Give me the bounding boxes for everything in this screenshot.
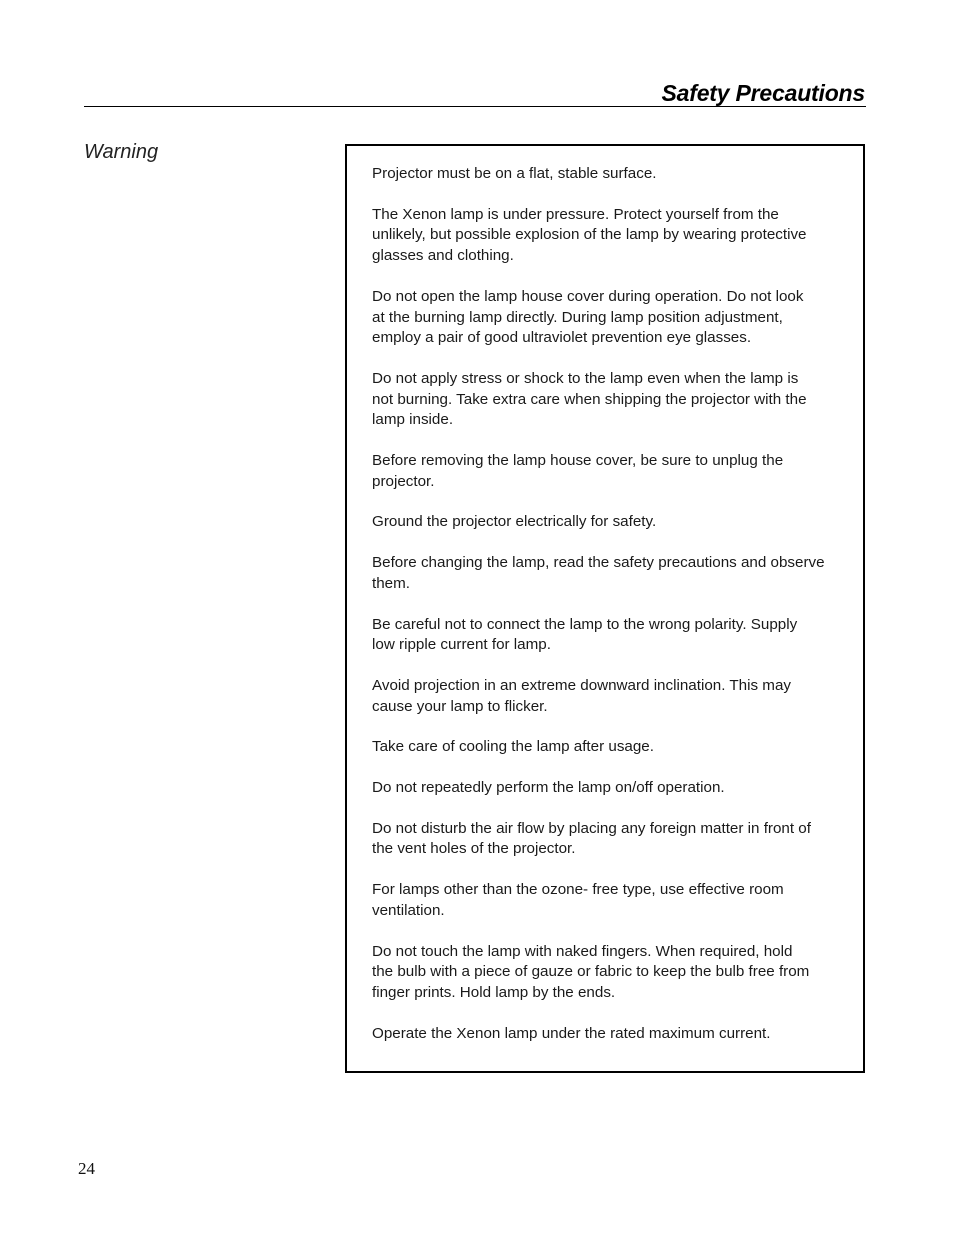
warning-item: Do not touch the lamp with naked fingers. When required, hold the bulb with a piece of gauze or fabric to keep the bulb free from finger prints. Hold lamp by the ends. <box>372 942 810 1001</box>
section-label-warning: Warning <box>84 141 159 163</box>
warning-box <box>345 144 865 1073</box>
warning-item: Before changing the lamp, read the safety precautions and observe them. <box>372 554 825 592</box>
warning-item: Operate the Xenon lamp under the rated maximum current. <box>372 1024 771 1042</box>
warning-item: For lamps other than the ozone- free type, use effective room ventilation. <box>372 881 784 919</box>
warning-item: The Xenon lamp is under pressure. Protect yourself from the unlikely, but possible explosion of the lamp by wearing protective glasses and clothing. <box>372 205 807 265</box>
warning-item: Do not disturb the air flow by placing any foreign matter in front of the vent holes of the projector. <box>372 819 811 858</box>
warning-item: Do not repeatedly perform the lamp on/off operation. <box>372 779 725 797</box>
page-title: Safety Precautions <box>661 80 865 106</box>
header-rule <box>84 106 866 107</box>
warning-item: Do not apply stress or shock to the lamp even when the lamp is not burning. Take extra care when shipping the projector with the lamp inside. <box>372 369 807 429</box>
warning-item: Ground the projector electrically for safety. <box>372 513 657 531</box>
warning-item: Do not open the lamp house cover during operation. Do not look at the burning lamp directly. During lamp position adjustment, employ a pair of good ultraviolet prevention eye glasses. <box>372 287 804 347</box>
warning-item: Before removing the lamp house cover, be sure to unplug the projector. <box>372 452 784 490</box>
page-number: 24 <box>78 1159 95 1178</box>
warning-item: Take care of cooling the lamp after usage. <box>372 738 654 756</box>
warning-item: Avoid projection in an extreme downward inclination. This may cause your lamp to flicker. <box>372 676 791 715</box>
warning-item: Projector must be on a flat, stable surface. <box>372 165 657 182</box>
warning-item: Be careful not to connect the lamp to the wrong polarity. Supply low ripple current for lamp. <box>372 615 798 654</box>
